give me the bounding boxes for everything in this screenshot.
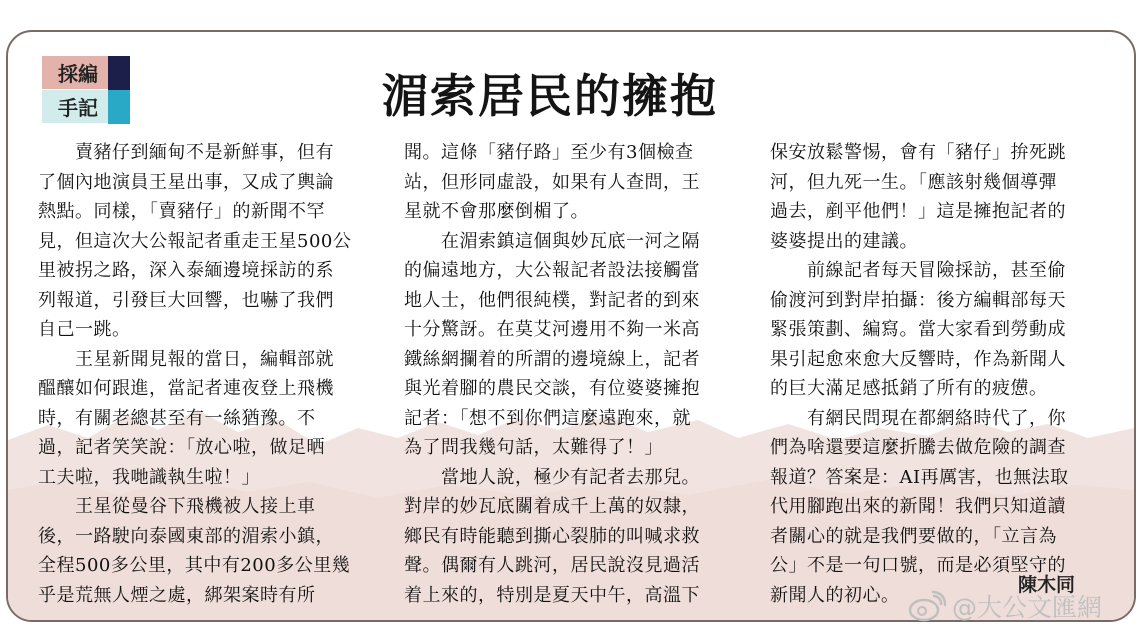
text-line: 聲。偶爾有人跳河，居民說沒見過活 (404, 555, 700, 576)
text-line: 賣豬仔到緬甸不是新鮮事，但有 (38, 142, 334, 163)
weibo-icon (908, 590, 946, 622)
author-byline: 陳木同 (1018, 574, 1076, 596)
text-line: 公」不是一句口號，而是必須堅守的 (770, 555, 1066, 576)
text-line: 了個內地演員王星出事，又成了輿論 (38, 171, 334, 193)
text-line: 見，但這次大公報記者重走王星500公 (38, 230, 352, 252)
text-line: 們為啥還要這麼折騰去做危險的調查 (770, 437, 1066, 458)
section-tag-top: 採編 (42, 56, 114, 89)
text-line: 果引起愈來愈大反響時，作為新聞人 (770, 348, 1066, 370)
text-line: 婆婆提出的建議。 (770, 230, 918, 252)
text-line: 過，記者笑笑說：「放心啦，做足晒 (38, 437, 325, 458)
text-line: 王星從曼谷下飛機被人接上車 (38, 496, 316, 517)
text-line: 着上來的，特別是夏天中午，高溫下 (404, 584, 700, 606)
watermark-text: @大公文匯網 (952, 593, 1103, 622)
text-line: 鐵絲網攔着的所謂的邊境線上，記者 (404, 348, 700, 370)
article-column-2 (404, 138, 724, 610)
text-line: 與光着腳的農民交談，有位婆婆擁抱 (404, 378, 700, 399)
text-line: 代用腳跑出來的新聞！我們只知道讀 (770, 496, 1066, 517)
text-line: 記者：「想不到你們這麼遠跑來，就 (404, 407, 691, 429)
text-line: 熱點。同樣，「賣豬仔」的新聞不罕 (38, 201, 325, 222)
text-line: 王星新聞見報的當日，編輯部就 (38, 348, 334, 370)
text-line: 工夫啦，我哋識執生啦！」 (38, 466, 260, 488)
text-line: 時，有關老總甚至有一絲猶豫。不 (38, 407, 316, 429)
text-line: 對岸的妙瓦底關着成千上萬的奴隸， (404, 496, 700, 517)
text-line: 列報道，引發巨大回響，也嚇了我們 (38, 289, 334, 311)
text-line: 里被拐之路，深入泰緬邊境採訪的系 (38, 260, 334, 281)
text-line: 者關心的就是我們要做的，「立言為 (770, 525, 1057, 547)
text-line: 全程500多公里，其中有200多公里幾 (38, 555, 351, 576)
tag-accent-dark (108, 56, 130, 90)
text-line: 保安放鬆警惕，會有「豬仔」拚死跳 (770, 142, 1066, 163)
text-line: 河，但九死一生。「應該射幾個導彈 (770, 171, 1057, 193)
text-line: 自己一跳。 (38, 319, 131, 340)
text-line: 的巨大滿足感抵銷了所有的疲憊。 (770, 378, 1048, 399)
article-column-3 (770, 138, 1090, 610)
text-line: 醞釀如何跟進，當記者連夜登上飛機 (38, 378, 334, 399)
text-line: 十分驚訝。在莫艾河邊用不夠一米高 (404, 319, 700, 340)
text-line: 過去，剷平他們！」這是擁抱記者的 (770, 201, 1066, 222)
text-line: 報道？答案是：AI再厲害，也無法取 (770, 466, 1069, 488)
text-line: 鄉民有時能聽到撕心裂肺的叫喊求救 (404, 525, 700, 547)
headline: 湄索居民的擁抱 (382, 69, 718, 123)
tag-accent-teal (108, 90, 130, 124)
section-tag-bottom: 手記 (42, 90, 114, 123)
text-line: 新聞人的初心。 (770, 584, 900, 606)
text-line: 在湄索鎮這個與妙瓦底一河之隔 (404, 230, 700, 252)
text-line: 乎是荒無人煙之處，綁架案時有所 (38, 584, 316, 606)
article-column-1 (38, 138, 358, 610)
text-line: 偷渡河到對岸拍攝：後方編輯部每天 (770, 289, 1066, 311)
text-line: 有網民問現在都網絡時代了，你 (770, 407, 1066, 429)
text-line: 星就不會那麼倒楣了。 (404, 201, 589, 222)
text-line: 聞。這條「豬仔路」至少有3個檢查 (404, 142, 694, 163)
text-line: 後，一路駛向泰國東部的湄索小鎮， (38, 525, 334, 547)
text-line: 站，但形同虛設，如果有人查問，王 (404, 171, 700, 193)
text-line: 的偏遠地方，大公報記者設法接觸當 (404, 260, 700, 281)
text-line: 緊張策劃、編寫。當大家看到勞動成 (770, 319, 1066, 340)
article-card (6, 30, 1136, 622)
text-line: 為了問我幾句話，太難得了！」 (404, 437, 663, 458)
text-line: 地人士，他們很純樸，對記者的到來 (404, 289, 700, 311)
text-line: 當地人說，極少有記者去那兒。 (404, 466, 700, 488)
text-line: 前線記者每天冒險採訪，甚至偷 (770, 260, 1066, 281)
watermark (908, 588, 1102, 624)
